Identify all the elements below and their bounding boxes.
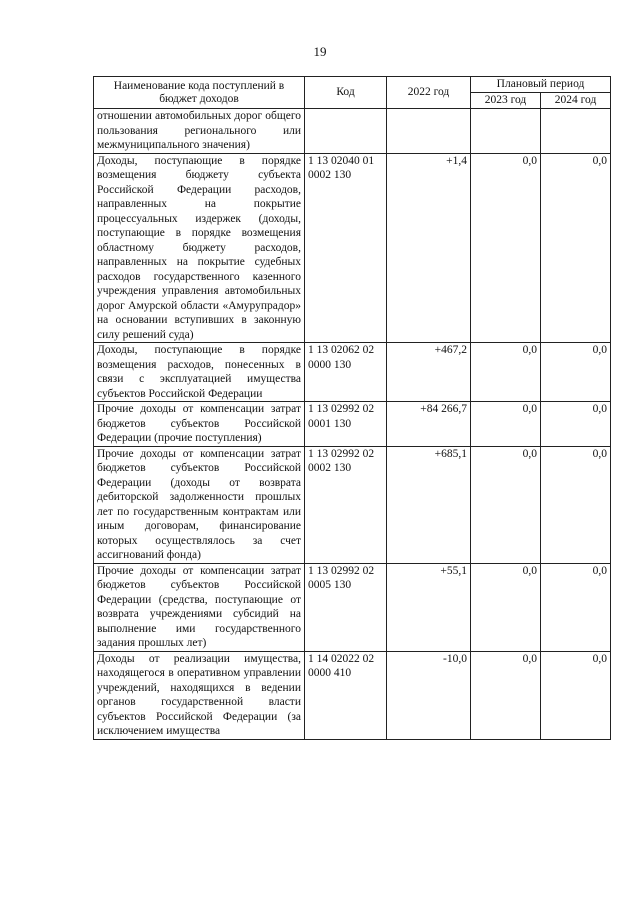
- row-2024: 0,0: [541, 153, 611, 343]
- row-code: 1 13 02992 02 0002 130: [305, 446, 387, 563]
- row-2024: 0,0: [541, 343, 611, 402]
- row-2022: +467,2: [387, 343, 471, 402]
- row-2023: 0,0: [471, 651, 541, 739]
- header-2022: 2022 год: [387, 77, 471, 109]
- table-row: [94, 651, 611, 739]
- row-2023: 0,0: [471, 402, 541, 447]
- row-code: 1 13 02992 02 0001 130: [305, 402, 387, 447]
- row-name: Доходы, поступающие в порядке возмещения расходов, понесенных в связи с эксплуатацией имущества субъектов Российской Федерации: [94, 343, 305, 402]
- row-2022: [387, 109, 471, 154]
- row-2022: -10,0: [387, 651, 471, 739]
- row-2024: [541, 109, 611, 154]
- table-row: [94, 402, 611, 447]
- header-name: Наименование кода поступлений в бюджет доходов: [94, 77, 305, 109]
- row-2022: +685,1: [387, 446, 471, 563]
- row-name: Прочие доходы от компенсации затрат бюджетов субъектов Российской Федерации (средства, поступающие от возврата учреждениями субсидий на выполнение ими государственного задания прошлых лет): [94, 563, 305, 651]
- row-code: 1 14 02022 02 0000 410: [305, 651, 387, 739]
- row-2023: [471, 109, 541, 154]
- header-planned-period: Плановый период: [471, 77, 611, 93]
- row-2023: 0,0: [471, 153, 541, 343]
- header-2023: 2023 год: [471, 93, 541, 109]
- row-2022: +1,4: [387, 153, 471, 343]
- table-row: [94, 563, 611, 651]
- page-number: 19: [313, 44, 327, 59]
- row-2023: 0,0: [471, 343, 541, 402]
- revenue-table: [93, 76, 611, 740]
- table-row: [94, 153, 611, 343]
- row-code: 1 13 02040 01 0002 130: [305, 153, 387, 343]
- row-name: Прочие доходы от компенсации затрат бюджетов субъектов Российской Федерации (доходы от возврата дебиторской задолженности прошлых лет по государственным контрактам или иным договорам, финансирование которых осуществлялось за счет ассигнований фонда): [94, 446, 305, 563]
- row-name: отношении автомобильных дорог общего пользования регионального или межмуниципального значения): [94, 109, 305, 154]
- row-2023: 0,0: [471, 563, 541, 651]
- table-row: [94, 343, 611, 402]
- row-2022: +55,1: [387, 563, 471, 651]
- row-2022: +84 266,7: [387, 402, 471, 447]
- row-2024: 0,0: [541, 651, 611, 739]
- row-2024: 0,0: [541, 563, 611, 651]
- row-name: Доходы, поступающие в порядке возмещения бюджету субъекта Российской Федерации расходов, направленных на покрытие процессуальных издержек (доходы, поступающие в порядке возмещения областному бюджету расходов, направленных на покрытие судебных расходов государственного казенного учреждения управления автомобильных дорог Амурской области «Амурупрадор» на основании вступивших в законную силу решений суда): [94, 153, 305, 343]
- row-code: 1 13 02992 02 0005 130: [305, 563, 387, 651]
- row-name: Прочие доходы от компенсации затрат бюджетов субъектов Российской Федерации (прочие поступления): [94, 402, 305, 447]
- header-code: Код: [305, 77, 387, 109]
- row-2024: 0,0: [541, 446, 611, 563]
- row-2023: 0,0: [471, 446, 541, 563]
- row-name: Доходы от реализации имущества, находящегося в оперативном управлении учреждений, находящихся в ведении органов государственной власти субъектов Российской Федерации (за исключением имущества: [94, 651, 305, 739]
- row-code: [305, 109, 387, 154]
- table-row: [94, 446, 611, 563]
- row-2024: 0,0: [541, 402, 611, 447]
- row-code: 1 13 02062 02 0000 130: [305, 343, 387, 402]
- table-row: [94, 109, 611, 154]
- header-2024: 2024 год: [541, 93, 611, 109]
